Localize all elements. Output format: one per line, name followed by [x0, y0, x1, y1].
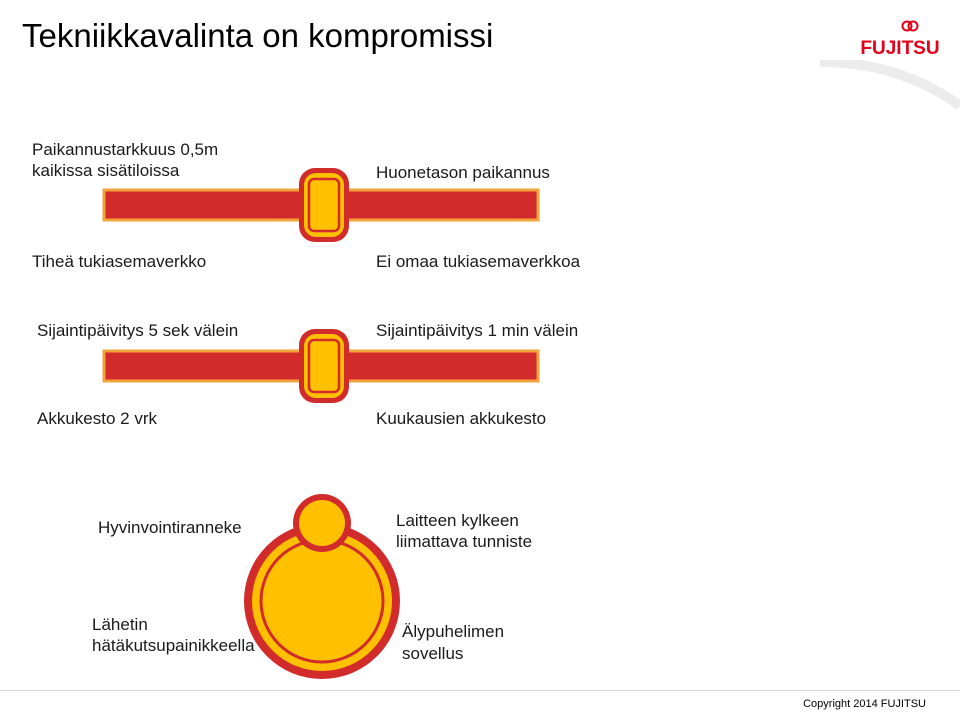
slider1-left-top-line2: kaikissa sisätiloissa	[32, 161, 180, 180]
device-wristband-label: Hyvinvointiranneke	[98, 518, 242, 537]
slider2-left-bottom: Akkukesto 2 vrk	[37, 409, 157, 428]
device-transmitter-label-line1: Lähetin	[92, 615, 148, 634]
slider2-right-bottom: Kuukausien akkukesto	[376, 409, 547, 428]
decorative-swoosh	[820, 60, 960, 130]
slider1-left-bottom: Tiheä tukiasemaverkko	[32, 252, 207, 271]
device-transmitter-label-line2: hätäkutsupainikkeella	[92, 636, 255, 655]
device-tag-label-line2: liimattava tunniste	[396, 532, 533, 551]
slider2-right-top: Sijaintipäivitys 1 min välein	[376, 321, 579, 340]
device-tag-label-line1: Laitteen kylkeen	[396, 511, 519, 530]
fujitsu-logo	[860, 18, 940, 62]
slide-title: Tekniikkavalinta on kompromissi	[22, 17, 494, 54]
copyright-text: Copyright 2014 FUJITSU	[803, 698, 926, 710]
device-app-label-line2: sovellus	[402, 644, 464, 663]
slider1-right-bottom: Ei omaa tukiasemaverkkoa	[376, 252, 581, 271]
device-app-label-line1: Älypuhelimen	[402, 622, 505, 641]
slider2-left-top: Sijaintipäivitys 5 sek välein	[37, 321, 239, 340]
footer-divider	[0, 690, 960, 691]
tradeoff-slider-2	[96, 323, 546, 413]
tradeoff-slider-1	[96, 162, 546, 252]
slider1-left-top-line1: Paikannustarkkuus 0,5m	[32, 140, 219, 159]
logo-text: FUJITSU	[860, 38, 940, 59]
slider1-right-top: Huonetason paikannus	[376, 163, 550, 182]
device-selector-graphic	[242, 493, 402, 685]
